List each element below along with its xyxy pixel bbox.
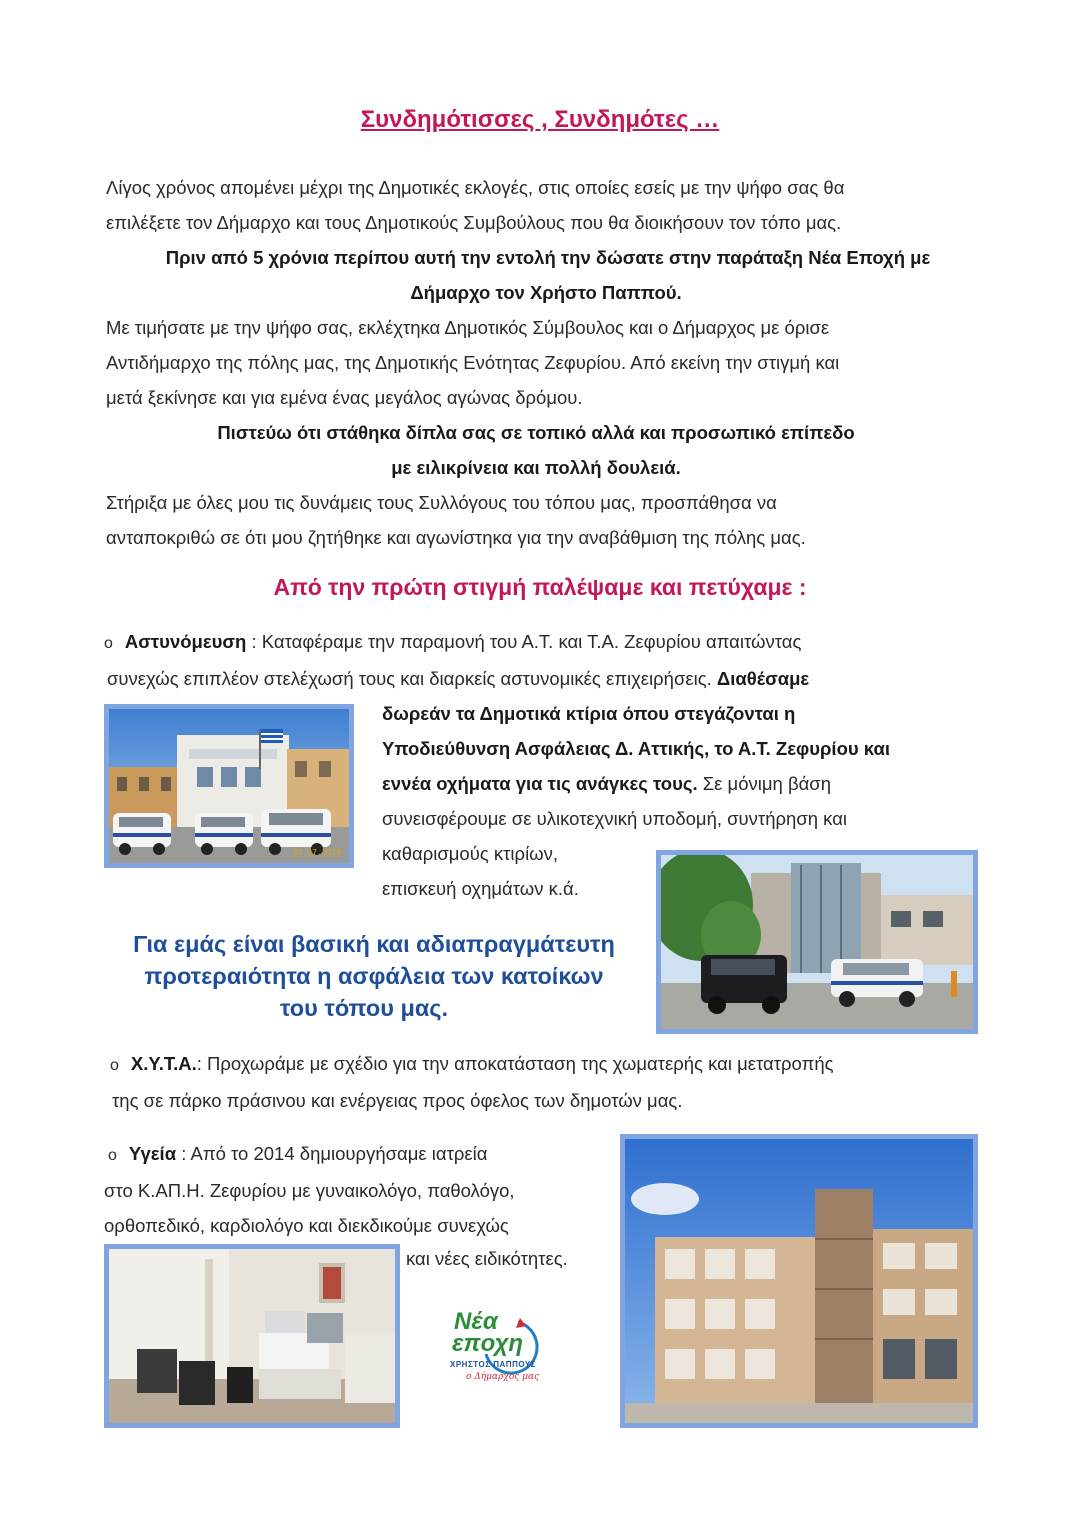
intro-bold-line: Πιστεύω ότι στάθηκα δίπλα σας σε τοπικό αλλά και προσωπικό επίπεδο: [217, 422, 855, 443]
police-text: Σε μόνιμη βάση: [697, 773, 831, 794]
police-text: : Καταφέραμε την παραμονή του Α.Τ. και Τ.Α. Ζεφυρίου απαιτώντας: [246, 631, 802, 652]
logo-line-3: ΧΡΗΣΤΟΣ ΠΑΠΠΟΥΣ: [450, 1360, 536, 1369]
landfill-label: Χ.Υ.Τ.Α.: [130, 1053, 197, 1074]
photo-date-stamp: 03.07.2018: [292, 848, 341, 857]
landfill-text: : Προχωράμε με σχέδιο για την αποκατάσταση της χωματερής και μετατροπής: [196, 1053, 834, 1074]
safety-line: προτεραιότητα η ασφάλεια των κατοίκων: [144, 963, 604, 989]
bullet-icon: o: [108, 1147, 117, 1164]
landfill-line: [110, 1046, 990, 1083]
health-text: : Από το 2014 δημιουργήσαμε ιατρεία: [176, 1143, 488, 1164]
kapi-building-photo: [620, 1134, 978, 1428]
police-label: Αστυνόμευση: [124, 631, 247, 652]
intro-bold-line: Δήμαρχο τον Χρήστο Παππού.: [410, 282, 682, 303]
police-bold-text: δωρεάν τα Δημοτικά κτίρια όπου στεγάζονται η: [382, 703, 796, 724]
police-text: συνεισφέρουμε σε υλικοτεχνική υποδομή, συντήρηση και: [382, 808, 848, 829]
police-station-image: [109, 709, 349, 863]
police-section: [104, 624, 1004, 696]
police-text: καθαρισμούς κτιρίων,: [382, 843, 559, 864]
police-line: [104, 661, 1004, 696]
intro-bold-line: με ειλικρίνεια και πολλή δουλειά.: [391, 457, 681, 478]
clinic-image: [109, 1249, 395, 1423]
intro-bold-line: Πριν από 5 χρόνια περίπου αυτή την εντολή την δώσατε στην παράταξη Νέα Εποχή με: [165, 247, 931, 268]
police-bold-text: εννέα οχήματα για τις ανάγκες τους.: [382, 773, 698, 794]
bullet-icon: o: [110, 1057, 119, 1074]
police-line: [382, 766, 982, 801]
intro-line: μετά ξεκίνησε και για εμένα ένας μεγάλος αγώνας δρόμου.: [106, 387, 583, 408]
health-line: [104, 1136, 604, 1173]
bullet-icon: o: [104, 635, 113, 652]
health-text: και νέες ειδικότητες.: [406, 1248, 568, 1269]
health-label: Υγεία: [128, 1143, 177, 1164]
safety-line: Για εμάς είναι βασική και αδιαπραγμάτευτη: [133, 931, 615, 957]
logo-line-4: ο Δήμαρχος μας: [466, 1372, 540, 1382]
landfill-section: [110, 1046, 990, 1118]
traffic-police-image: [661, 855, 973, 1029]
police-station-photo: [104, 704, 354, 868]
page-title: Συνδημότισσες , Συνδημότες …: [360, 106, 720, 133]
intro-line: επιλέξετε τον Δήμαρχο και τους Δημοτικούς Συμβούλους που θα διοικήσουν τον τόπο μας.: [106, 212, 842, 233]
police-line: [104, 624, 1004, 661]
nea-epochi-logo: [446, 1300, 562, 1412]
landfill-text: της σε πάρκο πράσινου και ενέργειας προς όφελος των δημοτών μας.: [112, 1090, 683, 1111]
health-section: [104, 1136, 604, 1243]
police-text: συνεχώς επιπλέον στελέχωσή τους και διαρκείς αστυνομικές επιχειρήσεις.: [107, 668, 717, 689]
intro-line: Λίγος χρόνος απομένει μέχρι της Δημοτικές εκλογές, στις οποίες εσείς με την ψήφο σας θα: [106, 177, 845, 198]
health-text: στο Κ.ΑΠ.Η. Ζεφυρίου με γυναικολόγο, παθολόγο,: [104, 1180, 515, 1201]
police-bold-text: Διαθέσαμε: [716, 668, 810, 689]
traffic-police-photo: [656, 850, 978, 1034]
intro-line: ανταποκριθώ σε ότι μου ζητήθηκε και αγωνίστηκα για την αναβάθμιση της πόλης μας.: [106, 527, 806, 548]
logo-line-1: Νέα: [454, 1308, 498, 1335]
safety-statement: [104, 928, 644, 1024]
safety-line: του τόπου μας.: [279, 995, 449, 1021]
achievements-heading: Από την πρώτη στιγμή παλέψαμε και πετύχαμε :: [273, 574, 807, 600]
intro-line: Αντιδήμαρχο της πόλης μας, της Δημοτικής Ενότητας Ζεφυρίου. Από εκείνη την στιγμή και: [106, 352, 840, 373]
police-text: επισκευή οχημάτων κ.ά.: [382, 878, 579, 899]
logo-line-2: εποχη: [452, 1330, 524, 1357]
police-bold-text: Υποδιεύθυνση Ασφάλειας Δ. Αττικής, το Α.Τ. Ζεφυρίου και: [382, 738, 890, 759]
intro-line: Με τιμήσατε με την ψήφο σας, εκλέχτηκα Δημοτικός Σύμβουλος και ο Δήμαρχος με όρισε: [106, 317, 830, 338]
intro-line: Στήριξα με όλες μου τις δυνάμεις τους Συλλόγους του τόπου μας, προσπάθησα να: [106, 492, 777, 513]
kapi-building-image: [625, 1139, 973, 1423]
intro-paragraph: [106, 170, 986, 555]
health-text: ορθοπεδικό, καρδιολόγο και διεκδικούμε συνεχώς: [104, 1215, 509, 1236]
clinic-photo: [104, 1244, 400, 1428]
